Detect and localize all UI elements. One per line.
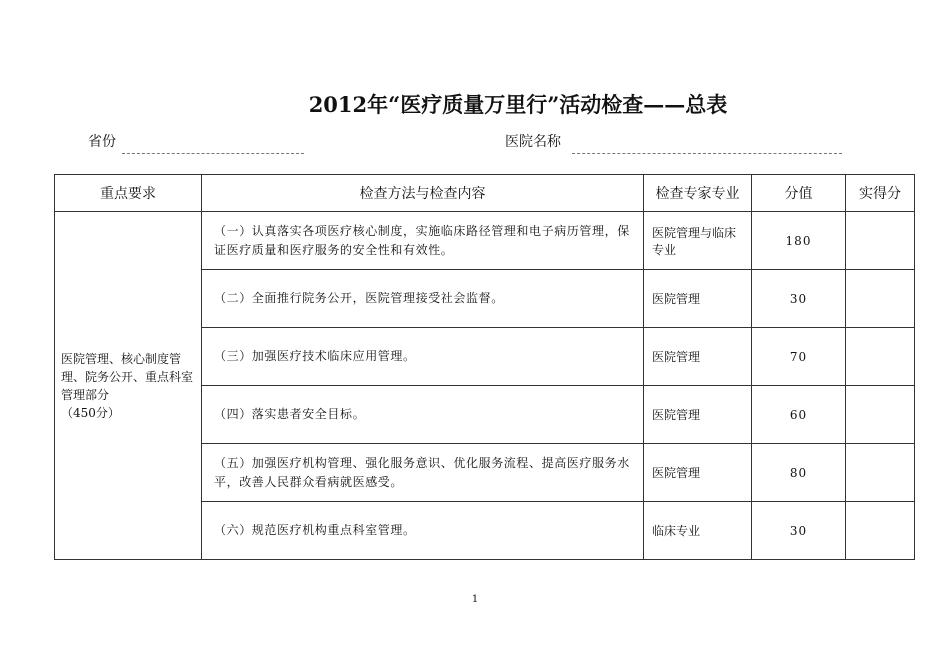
column-header-actual-score: 实得分 [846, 175, 915, 212]
column-header-score: 分值 [752, 175, 846, 212]
actual-score-cell[interactable] [846, 386, 915, 444]
actual-score-cell[interactable] [846, 328, 915, 386]
score-cell: 80 [752, 444, 846, 502]
actual-score-cell[interactable] [846, 270, 915, 328]
requirement-category-score: （450分） [61, 405, 120, 420]
content-cell: （三）加强医疗技术临床应用管理。 [202, 328, 644, 386]
score-cell: 30 [752, 502, 846, 560]
expert-cell: 医院管理 [644, 328, 752, 386]
document-title: 2012年“医疗质量万里行”活动检查——总表 [308, 92, 728, 117]
requirement-category-cell [55, 212, 202, 560]
score-cell: 70 [752, 328, 846, 386]
table-header-row [55, 175, 915, 212]
expert-cell: 医院管理 [644, 444, 752, 502]
score-cell: 30 [752, 270, 846, 328]
province-fill-line [122, 153, 304, 154]
actual-score-cell[interactable] [846, 502, 915, 560]
expert-cell: 临床专业 [644, 502, 752, 560]
score-cell: 60 [752, 386, 846, 444]
actual-score-cell[interactable] [846, 444, 915, 502]
actual-score-cell[interactable] [846, 212, 915, 270]
requirement-category-name: 医院管理、核心制度管理、院务公开、重点科室管理部分 [61, 351, 194, 402]
content-cell: （一）认真落实各项医疗核心制度，实施临床路径管理和电子病历管理，保证医疗质量和医疗服务的安全性和有效性。 [202, 212, 644, 270]
content-cell: （五）加强医疗机构管理、强化服务意识、优化服务流程、提高医疗服务水平，改善人民群众看病就医感受。 [202, 444, 644, 502]
page-number: 1 [471, 594, 479, 605]
content-cell: （四）落实患者安全目标。 [202, 386, 644, 444]
content-cell: （六）规范医疗机构重点科室管理。 [202, 502, 644, 560]
score-cell: 180 [752, 212, 846, 270]
province-label: 省份 [88, 134, 116, 150]
hospital-name-fill-line [572, 153, 842, 154]
expert-cell: 医院管理 [644, 270, 752, 328]
expert-cell: 医院管理 [644, 386, 752, 444]
expert-cell: 医院管理与临床专业 [644, 212, 752, 270]
hospital-name-label: 医院名称 [505, 134, 561, 150]
column-header-requirement: 重点要求 [55, 175, 202, 212]
table-row [55, 212, 915, 270]
content-cell: （二）全面推行院务公开，医院管理接受社会监督。 [202, 270, 644, 328]
inspection-summary-table [54, 174, 915, 560]
column-header-expert-specialty: 检查专家专业 [644, 175, 752, 212]
column-header-method-content: 检查方法与检查内容 [202, 175, 644, 212]
